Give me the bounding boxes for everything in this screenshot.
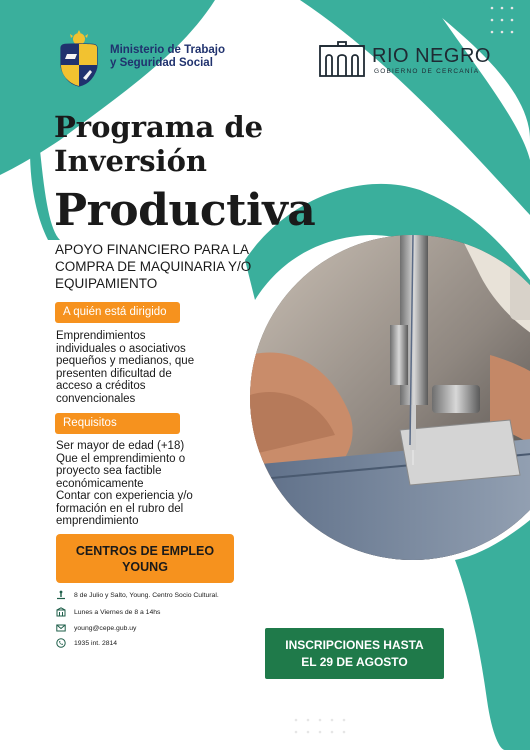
requirement-line: Contar con experiencia y/o bbox=[56, 490, 193, 502]
audience-line: Emprendimientos bbox=[56, 330, 146, 342]
requirement-line: Que el emprendimiento o bbox=[56, 452, 186, 465]
audience-label: A quién está dirigido bbox=[55, 302, 180, 323]
contact-hours bbox=[56, 607, 160, 617]
building-icon bbox=[56, 607, 66, 617]
audience-line: presenten dificultad de bbox=[56, 367, 172, 380]
requirement-line: Ser mayor de edad (+18) bbox=[56, 440, 185, 452]
audience-line: pequeños y medianos, que bbox=[56, 355, 195, 367]
ministry-name bbox=[110, 44, 225, 70]
audience-line: convencionales bbox=[56, 392, 136, 405]
requirements-label: Requisitos bbox=[55, 413, 180, 434]
contact-phone bbox=[56, 638, 117, 648]
rio-negro-title: RIO NEGRO bbox=[372, 45, 491, 67]
title-line1: Programa de bbox=[54, 110, 264, 144]
rio-negro-subtitle: GOBIERNO DE CERCANÍA bbox=[374, 68, 480, 75]
subtitle-line2: COMPRA DE MAQUINARIA Y/O bbox=[55, 259, 252, 274]
contact-hours-text: Lunes a Viernes de 8 a 14hs bbox=[74, 608, 161, 616]
map-pin-icon bbox=[56, 590, 66, 600]
program-subtitle bbox=[55, 241, 305, 292]
requirement-line: económicamente bbox=[56, 477, 144, 490]
ribbon-bottom-right bbox=[455, 520, 530, 750]
requirement-line: formación en el rubro del bbox=[56, 502, 184, 515]
deadline-line1: INSCRIPCIONES HASTA bbox=[285, 637, 424, 652]
subtitle-line3: EQUIPAMIENTO bbox=[55, 276, 158, 291]
contact-address-text: 8 de Julio y Salto, Young. Centro Socio Cultural. bbox=[74, 591, 219, 599]
centros-line1: CENTROS DE EMPLEO bbox=[75, 543, 215, 558]
subtitle-line1: APOYO FINANCIERO PARA LA bbox=[55, 242, 250, 257]
audience-line: acceso a créditos bbox=[56, 380, 146, 392]
registration-deadline-banner bbox=[265, 628, 444, 679]
requirements-list bbox=[56, 440, 256, 528]
contact-phone-text: 1935 int. 2814 bbox=[74, 639, 118, 647]
deadline-line2: EL 29 DE AGOSTO bbox=[301, 654, 408, 669]
centros-line2: YOUNG bbox=[122, 559, 168, 574]
requirement-line: proyecto sea factible bbox=[56, 465, 162, 477]
contact-email[interactable] bbox=[56, 623, 136, 633]
contact-email-text[interactable]: young@cepe.gub.uy bbox=[74, 624, 137, 632]
ministry-name-line2: y Seguridad Social bbox=[110, 57, 213, 69]
title-line3: Productiva bbox=[54, 185, 316, 236]
rio-negro-building-logo bbox=[318, 40, 366, 78]
envelope-icon bbox=[56, 623, 66, 633]
phone-icon bbox=[56, 638, 66, 648]
dot-grid-bottom bbox=[295, 719, 346, 734]
title-line2: Inversión bbox=[54, 144, 208, 178]
requirement-line: emprendimiento bbox=[56, 515, 139, 527]
centros-de-empleo-banner bbox=[56, 534, 234, 583]
audience-description bbox=[56, 330, 256, 405]
contact-address bbox=[56, 590, 219, 600]
ministry-name-line1: Ministerio de Trabajo bbox=[110, 44, 226, 56]
audience-line: individuales o asociativos bbox=[56, 342, 186, 355]
uruguay-coat-of-arms-logo bbox=[56, 30, 102, 88]
